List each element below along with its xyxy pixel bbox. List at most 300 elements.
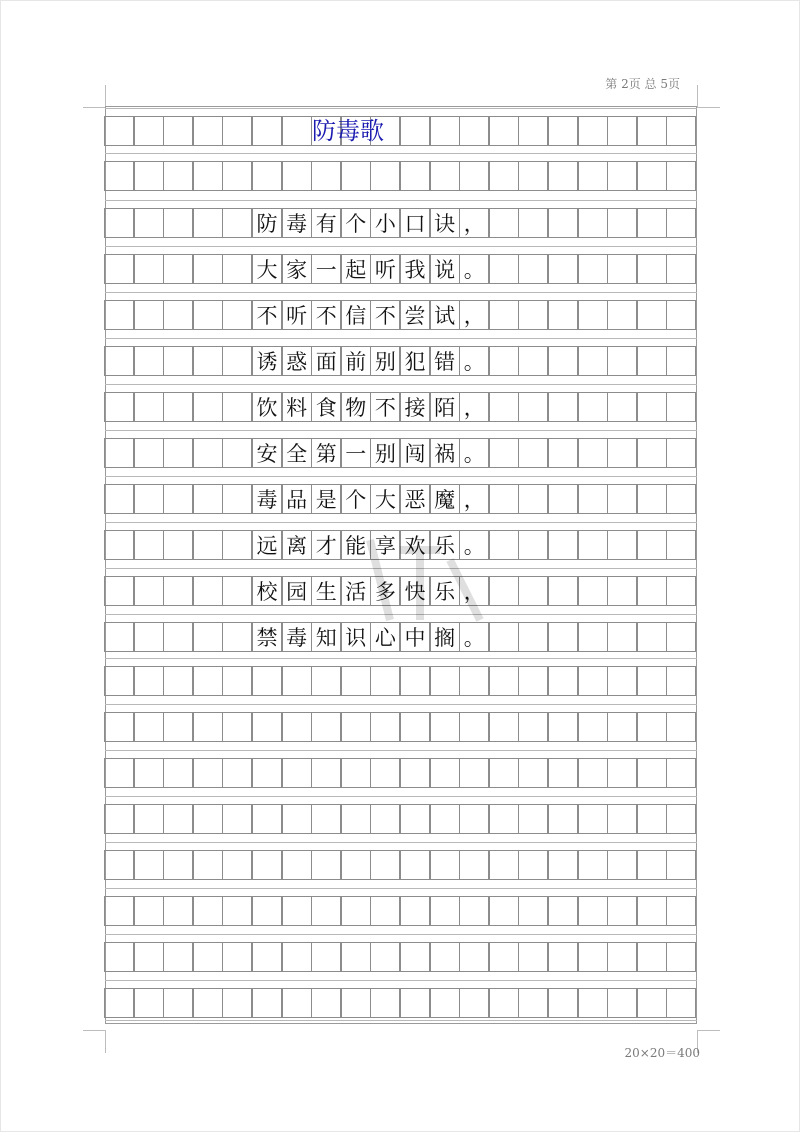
- grid-cell: [607, 896, 637, 926]
- grid-cell: [193, 666, 223, 696]
- grid-cell: [104, 161, 134, 191]
- grid-cell: [104, 208, 134, 238]
- poem-char: 听: [282, 300, 312, 330]
- grid-cell: [193, 346, 223, 376]
- grid-cell: [578, 392, 608, 422]
- grid-cell: [104, 988, 134, 1018]
- row-separator: [105, 934, 697, 935]
- poem-char: 知: [311, 622, 341, 652]
- grid-cell: [518, 161, 548, 191]
- grid-cell: [578, 300, 608, 330]
- grid-cell: [548, 622, 578, 652]
- poem-char: 有: [311, 208, 341, 238]
- row-separator: [105, 153, 697, 154]
- grid-cell: [518, 300, 548, 330]
- grid-cell: [489, 438, 519, 468]
- poem-char: 防: [252, 208, 282, 238]
- grid-cell: [607, 254, 637, 284]
- grid-cell: [518, 254, 548, 284]
- grid-cell: [607, 484, 637, 514]
- grid-row: [105, 804, 697, 834]
- poem-char: 陌: [430, 392, 460, 422]
- grid-cell: [637, 208, 667, 238]
- row-separator: [105, 704, 697, 705]
- grid-cell: [637, 758, 667, 788]
- grid-cell: [548, 850, 578, 880]
- grid-cell: [607, 622, 637, 652]
- grid-cell: [341, 896, 371, 926]
- grid-cell: [637, 712, 667, 742]
- poem-char: 。: [459, 622, 489, 652]
- grid-cell: [282, 850, 312, 880]
- grid-cell: [578, 576, 608, 606]
- grid-row: [105, 850, 697, 880]
- grid-cell: [578, 942, 608, 972]
- grid-cell: [104, 484, 134, 514]
- grid-cell: [341, 988, 371, 1018]
- grid-cell: [518, 208, 548, 238]
- row-separator: [105, 292, 697, 293]
- grid-cell: [459, 666, 489, 696]
- poem-char: 离: [282, 530, 312, 560]
- grid-cell: [134, 346, 164, 376]
- grid-cell: [607, 392, 637, 422]
- grid-row: [105, 208, 697, 238]
- grid-cell: [666, 666, 696, 696]
- grid-cell: [489, 208, 519, 238]
- poem-char: 尝: [400, 300, 430, 330]
- poem-char: 饮: [252, 392, 282, 422]
- grid-cell: [134, 850, 164, 880]
- grid-cell: [104, 758, 134, 788]
- grid-cell: [666, 988, 696, 1018]
- grid-row: [105, 254, 697, 284]
- grid-cell: [637, 161, 667, 191]
- row-separator: [105, 430, 697, 431]
- grid-cell: [134, 712, 164, 742]
- poem-char: 不: [252, 300, 282, 330]
- grid-cell: [459, 896, 489, 926]
- grid-cell: [578, 346, 608, 376]
- grid-cell: [548, 161, 578, 191]
- grid-cell: [489, 392, 519, 422]
- grid-cell: [163, 804, 193, 834]
- grid-cell: [489, 942, 519, 972]
- grid-cell: [400, 712, 430, 742]
- grid-cell: [134, 896, 164, 926]
- grid-cell: [311, 896, 341, 926]
- grid-cell: [518, 438, 548, 468]
- grid-cell: [637, 666, 667, 696]
- poem-char: 才: [311, 530, 341, 560]
- grid-cell: [400, 666, 430, 696]
- grid-cell: [607, 438, 637, 468]
- grid-cell: [430, 161, 460, 191]
- grid-cell: [193, 758, 223, 788]
- grid-cell: [163, 530, 193, 560]
- grid-cell: [193, 530, 223, 560]
- grid-row: [105, 116, 697, 146]
- watermark-logo-icon: [330, 520, 490, 640]
- poem-char: 口: [400, 208, 430, 238]
- grid-cell: [193, 438, 223, 468]
- poem-char: 犯: [400, 346, 430, 376]
- grid-cell: [193, 300, 223, 330]
- grid-cell: [518, 622, 548, 652]
- grid-cell: [193, 484, 223, 514]
- grid-cell: [400, 850, 430, 880]
- grid-cell: [134, 484, 164, 514]
- grid-cell: [400, 116, 430, 146]
- grid-cell: [548, 530, 578, 560]
- grid-row: [105, 666, 697, 696]
- poem-char: 个: [341, 484, 371, 514]
- grid-cell: [637, 392, 667, 422]
- grid-row: [105, 484, 697, 514]
- grid-cell: [548, 484, 578, 514]
- grid-cell: [430, 804, 460, 834]
- grid-cell: [193, 208, 223, 238]
- grid-cell: [548, 804, 578, 834]
- grid-cell: [637, 622, 667, 652]
- grid-cell: [489, 666, 519, 696]
- grid-cell: [637, 346, 667, 376]
- grid-cell: [341, 850, 371, 880]
- grid-cell: [311, 988, 341, 1018]
- grid-cell: [518, 116, 548, 146]
- grid-cell: [489, 346, 519, 376]
- grid-cell: [104, 254, 134, 284]
- grid-cell: [252, 804, 282, 834]
- poem-char: 欢: [400, 530, 430, 560]
- grid-cell: [311, 758, 341, 788]
- grid-cell: [104, 346, 134, 376]
- grid-cell: [459, 988, 489, 1018]
- grid-cell: [400, 896, 430, 926]
- grid-cell: [282, 666, 312, 696]
- grid-cell: [489, 116, 519, 146]
- grid-cell: [607, 530, 637, 560]
- grid-cell: [370, 804, 400, 834]
- grid-cell: [459, 758, 489, 788]
- grid-cell: [193, 622, 223, 652]
- grid-cell: [193, 576, 223, 606]
- grid-cell: [282, 896, 312, 926]
- grid-cell: [222, 622, 252, 652]
- grid-cell: [163, 576, 193, 606]
- poem-char: 信: [341, 300, 371, 330]
- grid-cell: [222, 712, 252, 742]
- grid-cell: [163, 622, 193, 652]
- poem-char: 品: [282, 484, 312, 514]
- grid-cell: [163, 208, 193, 238]
- grid-cell: [666, 208, 696, 238]
- grid-cell: [222, 896, 252, 926]
- poem-char: 个: [341, 208, 371, 238]
- poem-char: 远: [252, 530, 282, 560]
- grid-cell: [430, 758, 460, 788]
- grid-cell: [341, 161, 371, 191]
- grid-cell: [104, 300, 134, 330]
- poem-char: 闯: [400, 438, 430, 468]
- grid-cell: [518, 942, 548, 972]
- poem-char: 乐: [430, 576, 460, 606]
- grid-cell: [222, 346, 252, 376]
- grid-cell: [222, 438, 252, 468]
- grid-cell: [222, 484, 252, 514]
- grid-cell: [252, 988, 282, 1018]
- grid-cell: [163, 116, 193, 146]
- grid-cell: [637, 300, 667, 330]
- grid-cell: [666, 392, 696, 422]
- grid-cell: [607, 850, 637, 880]
- grid-cell: [607, 208, 637, 238]
- poem-char: 。: [459, 438, 489, 468]
- grid-cell: [252, 712, 282, 742]
- grid-cell: [134, 161, 164, 191]
- grid-cell: [163, 988, 193, 1018]
- crop-mark-top-right: [697, 85, 720, 108]
- grid-cell: [578, 161, 608, 191]
- grid-cell: [163, 942, 193, 972]
- poem-char: 不: [311, 300, 341, 330]
- grid-cell: [607, 758, 637, 788]
- grid-cell: [459, 116, 489, 146]
- poem-char: 毒: [282, 622, 312, 652]
- grid-row: [105, 758, 697, 788]
- grid-cell: [489, 161, 519, 191]
- grid-cell: [134, 942, 164, 972]
- grid-cell: [666, 622, 696, 652]
- grid-cell: [489, 896, 519, 926]
- grid-cell: [341, 942, 371, 972]
- grid-cell: [282, 712, 312, 742]
- poem-char: 第: [311, 438, 341, 468]
- crop-mark-bottom-left: [83, 1030, 106, 1053]
- grid-cell: [489, 254, 519, 284]
- grid-cell: [370, 666, 400, 696]
- grid-cell: [489, 484, 519, 514]
- grid-cell: [163, 300, 193, 330]
- grid-cell: [518, 850, 548, 880]
- grid-cell: [311, 161, 341, 191]
- poem-char: 能: [341, 530, 371, 560]
- poem-char: ，: [459, 300, 489, 330]
- grid-cell: [134, 300, 164, 330]
- grid-cell: [518, 576, 548, 606]
- row-separator: [105, 384, 697, 385]
- poem-char: 听: [370, 254, 400, 284]
- grid-cell: [370, 942, 400, 972]
- grid-cell: [459, 161, 489, 191]
- grid-cell: [222, 850, 252, 880]
- grid-row: [105, 438, 697, 468]
- row-separator: [105, 200, 697, 201]
- grid-cell: [104, 116, 134, 146]
- grid-cell: [134, 530, 164, 560]
- grid-cell: [637, 438, 667, 468]
- poem-char: 多: [370, 576, 400, 606]
- grid-cell: [193, 712, 223, 742]
- grid-cell: [666, 896, 696, 926]
- grid-cell: [607, 346, 637, 376]
- grid-cell: [489, 576, 519, 606]
- grid-cell: [666, 161, 696, 191]
- grid-cell: [518, 666, 548, 696]
- grid-row: [105, 896, 697, 926]
- grid-row: [105, 161, 697, 191]
- grid-cell: [548, 758, 578, 788]
- grid-cell: [489, 622, 519, 652]
- grid-cell: [104, 576, 134, 606]
- grid-cell: [607, 116, 637, 146]
- grid-cell: [134, 116, 164, 146]
- poem-char: 起: [341, 254, 371, 284]
- grid-cell: [134, 392, 164, 422]
- poem-char: 恶: [400, 484, 430, 514]
- poem-char: 物: [341, 392, 371, 422]
- grid-cell: [252, 116, 282, 146]
- grid-cell: [282, 116, 312, 146]
- grid-cell: [311, 666, 341, 696]
- grid-cell: [578, 712, 608, 742]
- poem-char: 料: [282, 392, 312, 422]
- grid-cell: [666, 758, 696, 788]
- crop-mark-bottom-right: [697, 1030, 720, 1053]
- grid-cell: [370, 712, 400, 742]
- grid-cell: [607, 942, 637, 972]
- grid-cell: [341, 712, 371, 742]
- row-separator: [105, 842, 697, 843]
- grid-cell: [459, 850, 489, 880]
- poem-char: 错: [430, 346, 460, 376]
- grid-cell: [430, 712, 460, 742]
- poem-char: 禁: [252, 622, 282, 652]
- grid-cell: [370, 850, 400, 880]
- grid-cell: [222, 300, 252, 330]
- grid-cell: [607, 804, 637, 834]
- grid-cell: [104, 896, 134, 926]
- grid-cell: [666, 484, 696, 514]
- grid-cell: [430, 116, 460, 146]
- poem-char: 祸: [430, 438, 460, 468]
- grid-cell: [637, 484, 667, 514]
- poem-char: ，: [459, 392, 489, 422]
- grid-cell: [222, 804, 252, 834]
- poem-char: 。: [459, 254, 489, 284]
- grid-cell: [222, 942, 252, 972]
- grid-cell: [311, 942, 341, 972]
- poem-char: 不: [370, 392, 400, 422]
- grid-cell: [163, 850, 193, 880]
- grid-cell: [578, 254, 608, 284]
- grid-cell: [163, 666, 193, 696]
- grid-cell: [341, 758, 371, 788]
- grid-cell: [637, 896, 667, 926]
- grid-cell: [252, 850, 282, 880]
- poem-char: 乐: [430, 530, 460, 560]
- grid-cell: [163, 392, 193, 422]
- grid-cell: [607, 666, 637, 696]
- grid-spec: 20×20＝400: [624, 1046, 700, 1060]
- row-separator: [105, 1020, 697, 1021]
- grid-cell: [104, 942, 134, 972]
- poem-char: 中: [400, 622, 430, 652]
- grid-row: [105, 346, 697, 376]
- grid-cell: [400, 804, 430, 834]
- grid-cell: [548, 942, 578, 972]
- grid-cell: [134, 254, 164, 284]
- grid-cell: [578, 530, 608, 560]
- crop-mark-top-left: [83, 85, 106, 108]
- grid-cell: [489, 804, 519, 834]
- grid-cell: [163, 484, 193, 514]
- grid-cell: [430, 666, 460, 696]
- grid-cell: [282, 804, 312, 834]
- poem-char: 不: [370, 300, 400, 330]
- grid-cell: [134, 208, 164, 238]
- row-separator: [105, 338, 697, 339]
- grid-cell: [222, 116, 252, 146]
- row-separator: [105, 658, 697, 659]
- grid-cell: [400, 942, 430, 972]
- row-separator: [105, 476, 697, 477]
- grid-cell: [666, 346, 696, 376]
- poem-char: 前: [341, 346, 371, 376]
- grid-cell: [252, 666, 282, 696]
- poem-char: 是: [311, 484, 341, 514]
- grid-cell: [430, 942, 460, 972]
- grid-cell: [518, 530, 548, 560]
- grid-cell: [637, 804, 667, 834]
- grid-cell: [637, 530, 667, 560]
- grid-cell: [104, 666, 134, 696]
- grid-cell: [252, 896, 282, 926]
- row-separator: [105, 796, 697, 797]
- grid-cell: [222, 758, 252, 788]
- grid-cell: [311, 804, 341, 834]
- grid-cell: [666, 850, 696, 880]
- grid-cell: [370, 161, 400, 191]
- grid-cell: [578, 116, 608, 146]
- grid-cell: [134, 758, 164, 788]
- grid-cell: [400, 988, 430, 1018]
- grid-cell: [548, 116, 578, 146]
- grid-cell: [548, 666, 578, 696]
- poem-char: ，: [459, 484, 489, 514]
- grid-cell: [666, 438, 696, 468]
- poem-char: 快: [400, 576, 430, 606]
- grid-cell: [104, 804, 134, 834]
- grid-cell: [489, 712, 519, 742]
- poem-char: 大: [370, 484, 400, 514]
- grid-cell: [163, 254, 193, 284]
- grid-cell: [518, 988, 548, 1018]
- grid-cell: [104, 438, 134, 468]
- grid-cell: [518, 758, 548, 788]
- grid-cell: [104, 622, 134, 652]
- poem-char: 。: [459, 346, 489, 376]
- poem-char: ，: [459, 208, 489, 238]
- grid-cell: [193, 254, 223, 284]
- grid-cell: [341, 804, 371, 834]
- grid-cell: [518, 484, 548, 514]
- grid-cell: [637, 942, 667, 972]
- grid-cell: [518, 392, 548, 422]
- grid-cell: [134, 622, 164, 652]
- poem-char: 接: [400, 392, 430, 422]
- grid-cell: [282, 758, 312, 788]
